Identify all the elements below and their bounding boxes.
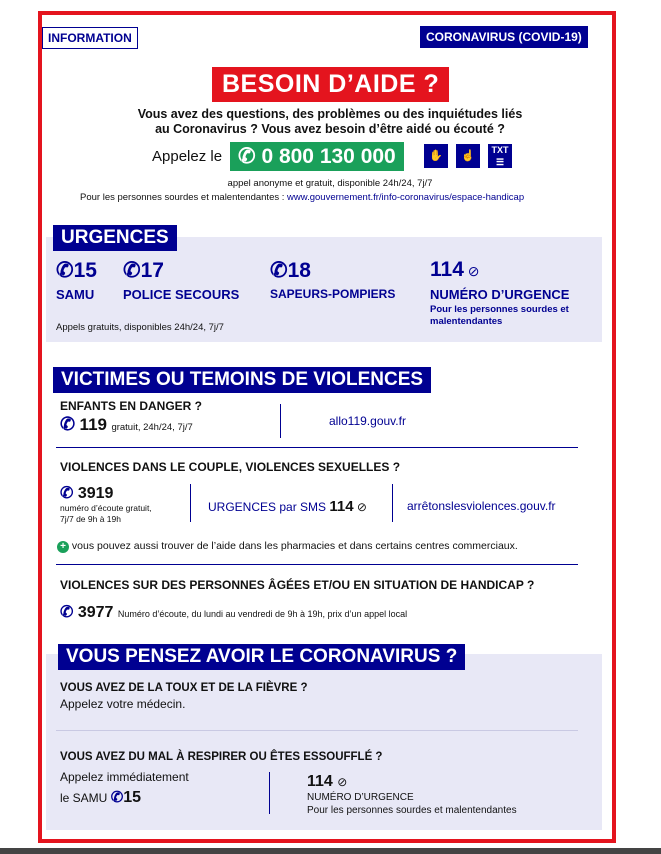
sign-language-icon: ☝ bbox=[456, 144, 480, 168]
section-divider bbox=[56, 564, 578, 565]
phone-icon: ✆ bbox=[56, 259, 74, 282]
couple-number-row bbox=[60, 483, 113, 503]
urgences-footnote: Appels gratuits, disponibles 24h/24, 7j/7 bbox=[56, 322, 224, 333]
plus-circle-icon: + bbox=[57, 541, 69, 553]
corona-114-sub: Pour les personnes sourdes et malentendantes bbox=[307, 805, 517, 816]
samu-number: ✆15 bbox=[56, 259, 97, 282]
couple-note-2: 7j/7 de 9h à 19h bbox=[60, 514, 121, 524]
coronavirus-title: VOUS PENSEZ AVOIR LE CORONAVIRUS ? bbox=[58, 644, 465, 670]
divider bbox=[280, 404, 281, 438]
phone-icon: ✆ bbox=[60, 604, 74, 621]
phone-icon: ✆ bbox=[238, 145, 262, 168]
respirer-answer-1: Appelez immédiatement bbox=[60, 770, 189, 784]
deaf-icon: ⊘ bbox=[337, 775, 348, 789]
couple-note-1: numéro d’écoute gratuit, bbox=[60, 503, 152, 513]
respirer-question: VOUS AVEZ DU MAL À RESPIRER OU ÊTES ESSOUFFLÉ ? bbox=[60, 751, 383, 763]
section-divider bbox=[56, 730, 578, 731]
samu-label: SAMU bbox=[56, 287, 95, 302]
espace-handicap-link[interactable]: www.gouvernement.fr/info-coronavirus/espace-handicap bbox=[287, 192, 525, 203]
samu-text: le SAMU bbox=[60, 791, 108, 805]
help-line-1: Vous avez des questions, des problèmes ou des inquiétudes liés bbox=[137, 107, 523, 121]
phone-icon: ✆ bbox=[60, 414, 76, 434]
emergency-114-number: 114 ⊘ bbox=[430, 258, 480, 281]
couple-number: 3919 bbox=[77, 485, 114, 502]
corona-114-number-row bbox=[307, 773, 347, 791]
allo119-link[interactable]: allo119.gouv.fr bbox=[329, 414, 406, 428]
help-title: BESOIN D’AIDE ? bbox=[212, 67, 449, 102]
help-line-2: au Coronavirus ? Vous avez besoin d’être aidé ou écouté ? bbox=[155, 122, 505, 136]
pharmacies-text: vous pouvez aussi trouver de l’aide dans les pharmacies et dans certains centres commerciaux. bbox=[71, 540, 518, 552]
toux-question: VOUS AVEZ DE LA TOUX ET DE LA FIÈVRE ? bbox=[60, 682, 308, 694]
respirer-answer-2 bbox=[60, 788, 141, 807]
divider bbox=[269, 772, 270, 814]
section-divider bbox=[56, 447, 578, 448]
deaf-icon: ⊘ bbox=[356, 500, 367, 514]
pompiers-number: ✆18 bbox=[270, 259, 311, 282]
phone-icon: ✆ bbox=[60, 485, 74, 502]
ages-number-row bbox=[60, 602, 407, 622]
ages-note: Numéro d’écoute, du lundi au vendredi de 9h à 19h, prix d’un appel local bbox=[117, 609, 408, 619]
toux-answer: Appelez votre médecin. bbox=[60, 697, 186, 711]
couple-heading: VIOLENCES DANS LE COUPLE, VIOLENCES SEXUELLES ? bbox=[60, 460, 401, 474]
enfants-note: gratuit, 24h/24, 7j/7 bbox=[111, 422, 193, 433]
urgences-title: URGENCES bbox=[53, 225, 177, 251]
police-label: POLICE SECOURS bbox=[123, 287, 240, 302]
divider bbox=[190, 484, 191, 522]
ages-heading: VIOLENCES SUR DES PERSONNES ÂGÉES ET/OU EN SITUATION DE HANDICAP ? bbox=[60, 578, 535, 592]
phone-icon: ✆ bbox=[270, 259, 288, 282]
violences-title: VICTIMES OU TEMOINS DE VIOLENCES bbox=[53, 367, 431, 393]
help-note-2 bbox=[80, 192, 524, 203]
help-note-1: appel anonyme et gratuit, disponible 24h/24, 7j/7 bbox=[227, 178, 433, 189]
sms-number: 114 bbox=[329, 498, 354, 515]
sms-urgences bbox=[208, 498, 367, 515]
bottom-bar bbox=[0, 848, 661, 854]
pharmacies-note bbox=[57, 540, 518, 553]
phone-icon: ✆ bbox=[110, 789, 124, 806]
divider bbox=[392, 484, 393, 522]
emergency-114-label: NUMÉRO D’URGENCE bbox=[430, 287, 570, 302]
sms-prefix: URGENCES par SMS bbox=[208, 500, 327, 514]
ages-number: 3977 bbox=[77, 604, 114, 621]
txt-icon: TXT ☰ bbox=[488, 144, 512, 168]
corona-114-number: 114 bbox=[307, 773, 333, 790]
police-number: ✆17 bbox=[123, 259, 164, 282]
deaf-icon: ✋ bbox=[424, 144, 448, 168]
phone-icon: ✆ bbox=[123, 259, 141, 282]
emergency-114-sub-1: Pour les personnes sourdes et bbox=[430, 304, 569, 315]
call-prefix: Appelez le bbox=[152, 148, 223, 165]
pompiers-label: SAPEURS-POMPIERS bbox=[270, 287, 396, 301]
samu-15-number: 15 bbox=[123, 789, 142, 806]
enfants-number: 119 bbox=[79, 415, 107, 434]
corona-114-label: NUMÉRO D’URGENCE bbox=[307, 792, 414, 803]
enfants-heading: ENFANTS EN DANGER ? bbox=[60, 399, 203, 413]
help-note-2-prefix: Pour les personnes sourdes et malentendantes : bbox=[80, 192, 285, 203]
information-tag: INFORMATION bbox=[42, 27, 138, 49]
arretonslesviolences-link[interactable]: arrêtonslesviolences.gouv.fr bbox=[407, 499, 556, 513]
covid-tag: CORONAVIRUS (COVID-19) bbox=[420, 26, 588, 48]
emergency-114-sub-2: malentendantes bbox=[430, 316, 503, 327]
help-number-pill[interactable] bbox=[230, 142, 404, 171]
enfants-number-row bbox=[60, 414, 193, 435]
deaf-icon: ⊘ bbox=[463, 263, 480, 279]
help-number: 0 800 130 000 bbox=[261, 145, 396, 168]
